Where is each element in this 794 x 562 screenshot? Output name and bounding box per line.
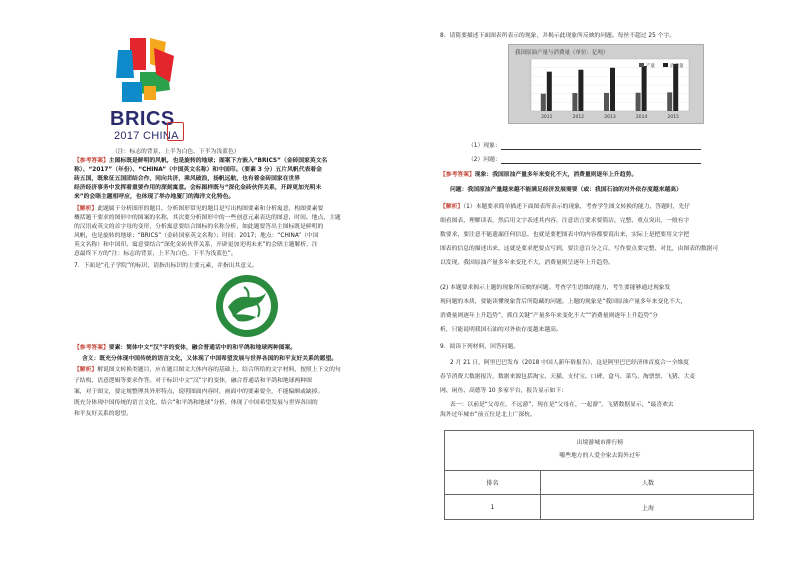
question-9: 9．阅读下列材料，回答问题。: [440, 344, 520, 350]
bar-production: [572, 93, 577, 111]
bar-consumption: [547, 72, 552, 111]
explanation-2-line-4: 和平友好关系的愿望。: [74, 411, 132, 417]
table-cell-value: 上海: [641, 504, 654, 512]
answer-tag: 【参考答案】: [74, 158, 109, 164]
answer-1-line-3: 经济经济事务中发挥着重要作用的深刻寓意。会标图样既与“深化金砖伙伴关系，开辟更加光明未: [74, 185, 322, 191]
blank-1-line: [501, 144, 701, 150]
bar-consumption: [673, 64, 678, 111]
x-tick-label: 2015: [667, 115, 679, 120]
bar-consumption: [610, 68, 615, 111]
explanation-3-line-0: 【解析】（1）本题要求简单描述下面图表所表示的现象，考查学生图文转换的能力，答题时，先仔: [440, 204, 691, 210]
table-header-count: 人数: [641, 480, 654, 487]
legend-label: 消费量: [670, 64, 684, 69]
answer-1-line-4: 来”的会晤主题相呼应，也体现了举办地厦门的海洋文化特色。: [74, 194, 235, 200]
legend-swatch: [663, 63, 668, 67]
dove-globe-icon: [214, 273, 280, 339]
explanation-1-line-0: 【解析】此题属于分析图形的题目，分析图形常见的题目是写出构图要素和分析寓意，构图要素要: [74, 206, 324, 212]
x-tick-label: 2014: [635, 115, 648, 120]
table-note: 表一：以前是“父母在，不远游”，现在是“父母在，一起游”，飞猪数据显示，“最喜欢去: [450, 402, 674, 408]
x-tick-label: 2011: [541, 115, 553, 120]
china-seal-icon: [167, 122, 184, 141]
explanation-3-line-4: 以发现，我国原油产量多年来变化不大，消费量则呈逐年上升趋势。: [440, 260, 614, 266]
brics-logo-year: 2017 CHINA: [114, 130, 179, 142]
material-line-1: 春节消费大数据报告，数据来源包括淘宝、天猫、支付宝、口碑、盒马、菜鸟、淘票票、飞猪、大麦: [440, 374, 696, 380]
bar-consumption: [642, 66, 647, 111]
chart-container: [508, 44, 704, 124]
bar-production: [604, 93, 609, 111]
sail-icon: [110, 34, 186, 108]
explanation-3b-line-3: 析，只能说明我国石油的对外依存度越来越高。: [440, 327, 562, 333]
material-line-0: 2 月 21 日，阿里巴巴发布《2018 中国人新年俗报告》，这是阿里巴巴经济体首度合一全维度: [450, 360, 689, 366]
question-8: 8．请简要描述下面图表所表示的现象，并揭示此现象所反映的问题。每丝不超过 25 个字。: [440, 33, 676, 39]
explanation-3b-line-1: 现问题的本质，要能读懂现象背后所隐藏的问题。上题的现象是“我国原油产量多年来变化不大，: [440, 299, 687, 305]
explanation-tag-2: 【解析】: [74, 367, 98, 373]
explanation-1-line-4: 英文名称）和中国印。寓意要结合“深化金砖伙伴关系，开辟更加光明未来”的会晤主题解析，注: [74, 242, 318, 248]
explanation-2-line-1: 子结构、语意逻辑等要求作答。对于标识中文“汉”字的变体，融合普通话和平鸽和地球两种图: [74, 378, 312, 384]
answer-2-line-0: 【参考答案】要素：简体中文“汉”字的变体，融合普通话中的和平鸽和地球两种图案。: [74, 345, 297, 351]
question-7: 7．下面是“孔子学院”的标识，请指出标识的主要元素，并指出其意义。: [74, 263, 258, 269]
legend-swatch: [639, 63, 644, 67]
table-title-2: 哪些地方的人爱全家去海外过年: [559, 453, 641, 459]
x-tick-label: 2013: [604, 115, 616, 120]
material-line-2: 网、闲鱼、高德等 10 多家平台，报告显示如下：: [440, 388, 567, 394]
x-tick-label: 2012: [572, 115, 585, 120]
brics-logo: [110, 34, 186, 146]
answer-tag-2: 【参考答案】: [74, 345, 109, 351]
bar-consumption: [578, 70, 583, 111]
left-column: [74, 0, 374, 562]
explanation-1-line-2: 的汉语或英文的首字母的变形，分析寓意要结合图标的名称分析，如此题要答出主图标既是鲜明的: [74, 224, 324, 230]
table-note-2: 海外过年城市”前五位是北上广深杭。: [440, 412, 536, 418]
bar-production: [636, 93, 641, 111]
table-title-1: 出境游城市排行榜: [576, 440, 624, 446]
table-row: [445, 495, 753, 519]
bar-production: [667, 92, 672, 111]
bar-production: [541, 94, 546, 111]
brics-logo-text: BRICS: [110, 108, 175, 130]
answer-tag-3: 【参考答案】: [440, 172, 475, 178]
answer-2-line-1: 含义：既充分体现中国传统的语言文化，又体现了中国希望发展与世界各国的和平友好关系的愿望。: [82, 356, 338, 362]
blank-2-line: [501, 158, 701, 164]
answer-1-line-0: 【参考答案】主图标既是鲜明的风帆，也是旋转的地球；图案下方嵌入“BRICS”（金砖国家英文名: [74, 158, 328, 164]
explanation-tag: 【解析】: [74, 206, 98, 212]
table-header-row: [445, 471, 753, 495]
caption: （注：标志的背景，上半为白色，下半为浅蓝色）: [112, 149, 240, 155]
explanation-3b-line-0: (2) 本题要求揭示上题的现象所反映的问题。考查学生思维的能力，考生要能够通过现象发: [440, 285, 671, 291]
answer-3-line-1: 问题：我国原油产量越来越不能满足经济发展需要（或：我国石油的对外依存度越来越高）: [450, 187, 682, 193]
answer-1-line-1: 称）、“2017”（年份）、“CHINA”（中国英文名称）和中国印。（要素 3 分）五片风帆代表着金: [74, 167, 322, 173]
explanation-2-line-3: 既充分体现中国传统的语言文化，结合“和平鸽和地球”分析，体现了中国希望发展与世界各国的: [74, 400, 318, 406]
table-header-rank: 排名: [445, 471, 541, 494]
explanation-2-line-2: 案，对于图文，要定规整理其外形特点，说明图面内容时，画面中的要素要全，不能偏颇或缺掉。: [74, 389, 324, 395]
bar-chart: [509, 45, 705, 125]
table-title-row: [445, 431, 753, 471]
confucius-institute-logo: [214, 273, 278, 337]
table-cell-rank: 1: [445, 495, 541, 519]
chart-title: 我国原油产量与消费量（单位：亿吨）: [515, 50, 609, 56]
explanation-1-line-3: 风帆，也是旋转的地球；“BRICS”（金砖国家英文名称）；时间：2017；地点：“CHINA”（中国: [74, 233, 319, 239]
answer-3-line-0: 【参考答案】现象：我国原油产量多年来变化不大，消费量则逐年上升趋势。: [440, 172, 638, 178]
explanation-1-line-1: 概括题干要求的图形中的图案的名称，其次要分析图形中的一些创意元素表达的图意，时间、地点、主题: [74, 215, 341, 221]
explanation-3b-line-2: 消费量则逐年上升趋势”，抓住关键“产量多年来变化不大”“消费量则逐年上升趋势”分: [440, 313, 658, 319]
explanation-1-line-5: 意最终下方的“注：标志的背景，上半为白色，下半为浅蓝色”。: [74, 251, 237, 257]
explanation-2-line-0: 【解析】解说图文转换类题目，应在题目图文大体内容的基础上，结合所给的文字材料，按照上下文的句: [74, 367, 341, 373]
legend-label: 产量: [646, 64, 655, 69]
explanation-tag-3: 【解析】: [440, 204, 464, 210]
right-column: [440, 0, 758, 562]
answer-1-line-2: 砖五国，既象征五国团结合作，同向共济，乘风破浪，扬帆远航，也有着金砖国家在世界: [74, 176, 301, 182]
explanation-3-line-3: 图表的信息的描述出来，这就是要求把要点写到，要注意百分之百，写作要点要完整、对比，由图表的数据可: [440, 246, 719, 252]
ranking-table: [444, 430, 754, 520]
explanation-3-line-1: 细看图表，理解读表，然后用文字表述其内容，注意语言要求要简洁、完整、重点突出，一般有字: [440, 218, 690, 224]
blank-1: （1）现象：: [468, 143, 701, 150]
blank-2: （2）问题：: [468, 157, 701, 164]
explanation-3-line-2: 数要求，要注意不能遗漏任何信息，也就是要把图表中的内容都要说出来，实际上是把要用文字把: [440, 232, 690, 238]
